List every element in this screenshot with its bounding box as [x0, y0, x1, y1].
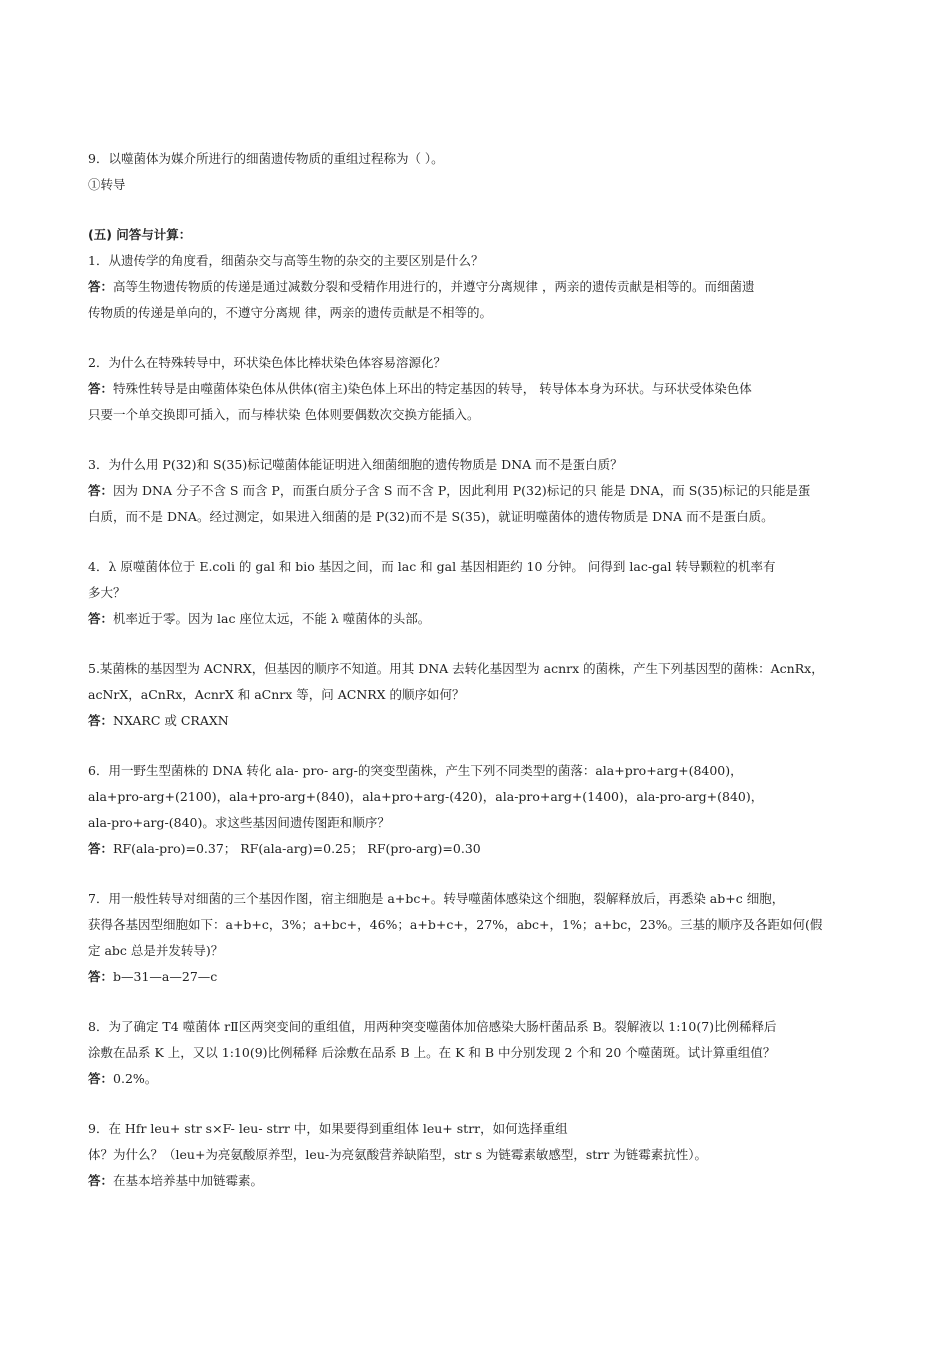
- question-line: 涂敷在品系 K 上，又以 1:10(9)比例稀释 后涂敷在品系 B 上。在 K 和 B 中分别发现 2 个和 20 个噬菌斑。试计算重组值？: [88, 1045, 776, 1060]
- question-line: 8．为了确定 T4 噬菌体 rⅡ区两突变间的重组值，用两种突变噬菌体加倍感染大肠杆菌品系 B。裂解液以 1:10(7)比例稀释后: [88, 1019, 777, 1034]
- qa-item: [88, 1014, 878, 1092]
- question-line: 9．在 Hfr leu+ str s×F- leu- strr 中，如果要得到重组体 leu+ strr，如何选择重组: [88, 1121, 568, 1136]
- answer-line: [88, 376, 878, 402]
- question-line: 7．用一般性转导对细菌的三个基因作图，宿主细胞是 a+bc+。转导噬菌体感染这个细胞，裂解释放后，再悉染 ab+c 细胞，: [88, 891, 785, 906]
- intro-question: 9．以噬菌体为媒介所进行的细菌遗传物质的重组过程称为（ ）。: [88, 151, 444, 166]
- answer-line: [88, 836, 878, 862]
- answer-text: 只要一个单交换即可插入，而与棒状染 色体则要偶数次交换方能插入。: [88, 407, 480, 422]
- answer-line: [88, 708, 878, 734]
- answer-label: 答：: [88, 841, 114, 856]
- answer-text: b—31—a—27—c: [113, 969, 218, 984]
- intro-answer: ①转导: [88, 177, 126, 192]
- question-line: 2．为什么在特殊转导中，环状染色体比棒状染色体容易溶源化？: [88, 355, 446, 370]
- question-line: 5.某菌株的基因型为 ACNRX，但基因的顺序不知道。用其 DNA 去转化基因型为 acnrx 的菌株，产生下列基因型的菌株：AcnRx，: [88, 661, 824, 676]
- qa-item: [88, 886, 878, 990]
- qa-list: [88, 248, 878, 1194]
- question-line: ala-pro+arg-(840)。求这些基因间遗传图距和顺序？: [88, 815, 390, 830]
- section-title: (五) 问答与计算：: [88, 227, 192, 242]
- qa-item: [88, 1116, 878, 1194]
- qa-item: [88, 248, 878, 326]
- answer-text: 机率近于零。因为 lac 座位太远，不能 λ 噬菌体的头部。: [113, 611, 431, 626]
- answer-label: 答：: [88, 969, 114, 984]
- answer-line: [88, 300, 878, 326]
- answer-text: NXARC 或 CRAXN: [113, 713, 229, 728]
- answer-line: [88, 606, 878, 632]
- answer-line: [88, 504, 878, 530]
- answer-text: 因为 DNA 分子不含 S 而含 P，而蛋白质分子含 S 而不含 P，因此利用 P(32)标记的只 能是 DNA，而 S(35)标记的只能是蛋: [113, 483, 811, 498]
- question-line: 4．λ 原噬菌体位于 E.coli 的 gal 和 bio 基因之间，而 lac 和 gal 基因相距约 10 分钟。 问得到 lac-gal 转导颗粒的机率有: [88, 559, 776, 574]
- qa-item: [88, 350, 878, 428]
- qa-item: [88, 554, 878, 632]
- question-line: 多大？: [88, 585, 126, 600]
- answer-text: 0.2%。: [113, 1071, 158, 1086]
- answer-label: 答：: [88, 611, 114, 626]
- question-line: 获得各基因型细胞如下：a+b+c，3%；a+bc+，46%；a+b+c+，27%，abc+，1%；a+bc，23%。三基的顺序及各距如何(假: [88, 917, 823, 932]
- answer-label: 答：: [88, 279, 114, 294]
- qa-item: [88, 656, 878, 734]
- answer-label: 答：: [88, 381, 114, 396]
- answer-line: [88, 274, 878, 300]
- answer-label: 答：: [88, 1071, 114, 1086]
- answer-line: [88, 402, 878, 428]
- question-line: 定 abc 总是并发转导)？: [88, 943, 224, 958]
- answer-line: [88, 964, 878, 990]
- qa-item: [88, 758, 878, 862]
- answer-line: [88, 1168, 878, 1194]
- question-line: ala+pro-arg+(2100)，ala+pro-arg+(840)，ala+pro+arg-(420)，ala-pro+arg+(1400)，ala-pro-arg+(840)，: [88, 789, 764, 804]
- answer-label: 答：: [88, 483, 114, 498]
- answer-line: [88, 478, 878, 504]
- answer-text: 高等生物遗传物质的传递是通过减数分裂和受精作用进行的，并遵守分离规律 ，两亲的遗传贡献是相等的。而细菌遗: [113, 279, 755, 294]
- answer-text: 白质，而不是 DNA。经过测定，如果进入细菌的是 P(32)而不是 S(35)，就证明噬菌体的遗传物质是 DNA 而不是蛋白质。: [88, 509, 774, 524]
- answer-label: 答：: [88, 713, 114, 728]
- question-line: 体？为什么？（leu+为亮氨酸原养型，leu-为亮氨酸营养缺陷型，str s 为链霉素敏感型，strr 为链霉素抗性）。: [88, 1147, 707, 1162]
- document-page: [88, 146, 878, 1194]
- answer-text: 在基本培养基中加链霉素。: [113, 1173, 264, 1188]
- answer-line: [88, 1066, 878, 1092]
- question-line: 6．用一野生型菌株的 DNA 转化 ala- pro- arg-的突变型菌株，产生下列不同类型的菌落：ala+pro+arg+(8400)，: [88, 763, 743, 778]
- answer-text: 特殊性转导是由噬菌体染色体从供体(宿主)染色体上环出的特定基因的转导， 转导体本身为环状。与环状受体染色体: [113, 381, 752, 396]
- answer-text: 传物质的传递是单向的，不遵守分离规 律，两亲的遗传贡献是不相等的。: [88, 305, 492, 320]
- qa-item: [88, 452, 878, 530]
- question-line: acNrX，aCnRx，AcnrX 和 aCnrx 等，问 ACNRX 的顺序如何？: [88, 687, 465, 702]
- question-line: 3．为什么用 P(32)和 S(35)标记噬菌体能证明进入细菌细胞的遗传物质是 DNA 而不是蛋白质？: [88, 457, 623, 472]
- answer-text: RF(ala-pro)=0.37； RF(ala-arg)=0.25； RF(pro-arg)=0.30: [113, 841, 481, 856]
- answer-label: 答：: [88, 1173, 114, 1188]
- question-line: 1．从遗传学的角度看，细菌杂交与高等生物的杂交的主要区别是什么？: [88, 253, 484, 268]
